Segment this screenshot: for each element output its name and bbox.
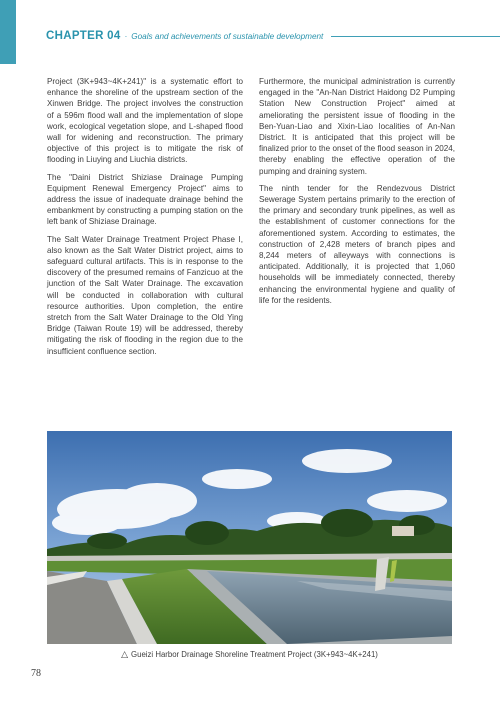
caption-text: Gueizi Harbor Drainage Shoreline Treatment Project (3K+943~4K+241) (131, 650, 378, 659)
drainage-channel-photo (47, 431, 452, 644)
chapter-header (46, 28, 500, 44)
page-number: 78 (31, 668, 41, 679)
triangle-marker-icon: △ (121, 649, 129, 659)
right-column (259, 76, 455, 312)
photo-caption (47, 649, 452, 660)
paragraph: The Salt Water Drainage Treatment Project Phase I, also known as the Salt Water District project, aims to safeguard cultural artifacts. This is in response to the discovery of the presumed remains of Fanzicuo at the junction of the Salt Water Drainage. The excavation will be conducted in collaboration with cultural resource authorities. Upon completion, the entire stretch from the Salt Water Drainage to the Old Ying Bridge (Taiwan Route 19) will be addressed, thereby mitigating the risk of flooding in the region due to the insufficient confluence section. (47, 234, 243, 356)
paragraph: Furthermore, the municipal administration is currently engaged in the "An-Nan District Haidong D2 Pumping Station New Construction Project" aimed at ameliorating the persistent issue of flooding in the Ben-Yuan-Liao and Xixin-Liao localities of An-Nan District. It is anticipated that this project will be finalized prior to the onset of the flood season in 2024, thereby enabling the effective operation of the pumping and draining system. (259, 77, 455, 176)
chapter-label: CHAPTER 04 (46, 30, 121, 42)
chapter-subtitle: Goals and achievements of sustainable development (131, 31, 324, 41)
paragraph: Project (3K+943~4K+241)" is a systematic effort to enhance the shoreline of the upstream section of the Xinwen Bridge. The project involves the construction of a 596m flood wall and the implementation of slope work, ecological vegetation slope, and L-shaped flood wall for widening and reconstruction. The primary objective of this project is to mitigate the risk of flooding in Liuying and Liuchia districts. (47, 77, 243, 165)
paragraph: The "Daini District Shiziase Drainage Pumping Equipment Renewal Emergency Project" aims to address the issue of inadequate drainage behind the embankment by constructing a pumping station on the left bank of Shiziase Drainage. (47, 172, 243, 227)
header-separator: · (124, 31, 128, 41)
paragraph: The ninth tender for the Rendezvous District Sewerage System pertains primarily to the erection of the primary and secondary trunk pipelines, as well as the establishment of customer connections for the aforementioned system. According to estimates, the construction of 2,428 meters of branch pipes and 8,244 meters of alleyways with connections is anticipated. Additionally, it is projected that 1,060 households will be immediately connected, thereby enhancing the environmental hygiene and quality of life for the residents. (259, 183, 455, 305)
corner-tab (0, 0, 16, 64)
left-column (47, 76, 243, 363)
header-rule (331, 36, 500, 37)
